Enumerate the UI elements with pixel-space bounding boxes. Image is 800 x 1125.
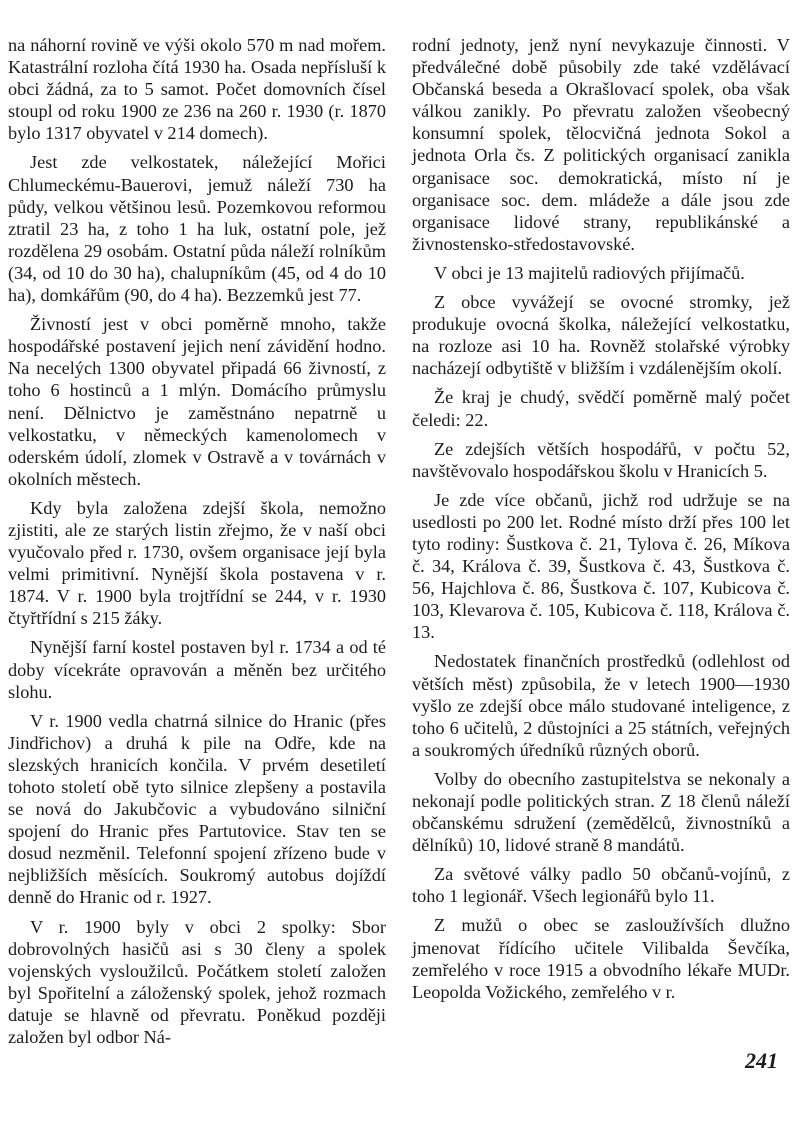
paragraph: Nynější farní kostel postaven byl r. 1734 a od té doby vícekráte opravován a měněn bez určitého slohu.: [8, 637, 386, 702]
paragraph: Za světové války padlo 50 občanů-vojínů, z toho 1 legionář. Všech legionářů bylo 11.: [412, 864, 790, 907]
right-column: [412, 34, 790, 1010]
paragraph: V obci je 13 majitelů radiových přijímačů.: [434, 262, 745, 283]
paragraph: Jest zde velkostatek, náležející Mořici Chlumeckému-Bauerovi, jemuž náleží 730 ha půdy, velkou většinou lesů. Pozemkovou reformou ztratil 23 ha, z toho 1 ha luk, ostatní pole, jež rozdělena 29 osobám. Ostatní půda náleží rolníkům (34, od 10 do 30 ha), chalupníkům (45, od 4 do 10 ha), domkářům (90, do 4 ha). Bezzemků jest 77.: [8, 152, 386, 306]
paragraph: Živností jest v obci poměrně mnoho, takže hospodářské postavení jejich není závidění hodno. Na necelých 1300 obyvatel připadá 66 živností, z toho 6 hostinců a 1 mlýn. Domácího průmyslu není. Dělnictvo je zaměstnáno nepatrně u velkostatku, v německých kamenolomech v oderském údolí, zlomek v Ostravě a v továrnách v okolních městech.: [8, 314, 386, 489]
paragraph: Nedostatek finančních prostředků (odlehlost od větších měst) způsobila, že v letech 1900—1930 vyšlo ze zdejší obce málo studované inteligence, z toho 6 učitelů, 2 důstojníci a 25 státních, veřejných a soukromých úředníků různých oborů.: [412, 651, 790, 760]
paragraph: Kdy byla založena zdejší škola, nemožno zjistiti, ale ze starých listin zřejmo, že v naší obci vyučovalo před r. 1730, ovšem organisace její byla velmi primitivní. Nynější škola postavena v r. 1874. V r. 1900 byla trojtřídní se 244, v r. 1930 čtyřtřídní s 215 žáky.: [8, 497, 386, 629]
paragraph: Je zde více občanů, jichž rod udržuje se na usedlosti po 200 let. Rodné místo drží přes 100 let tyto rodiny: Šustkova č. 21, Tylova č. 26, Míkova č. 34, Králova č. 39, Šustkova č. 43, Šustkova č. 56, Hajchlova č. 86, Šustkova č. 107, Kubicova č. 103, Klevarova č. 105, Kubicova č. 118, Králova č. 13.: [412, 489, 790, 643]
paragraph: Volby do obecního zastupitelstva se nekonaly a nekonají podle politických stran. Z 18 členů náleží občanskému sdružení (zemědělců, živnostníků a dělníků) 10, lidové straně 8 mandátů.: [412, 768, 790, 856]
page-number: 241: [745, 1048, 778, 1073]
paragraph: rodní jednoty, jenž nyní nevykazuje činnosti. V předválečné době působily zde také vzdělávací Občanská beseda a Okrašlovací spolek, oba však válkou zanikly. Po převratu založen všeobecný konsumní spolek, tělocvičná jednota Sokol a jednota Orla čs. Z politických organisací zanikla organisace soc. demokratická, místo ní je organisace soc. dem. mládeže a dále jsou zde organisace lidové strany, republikánské a živnostensko-středostavovské.: [412, 35, 790, 254]
paragraph: Že kraj je chudý, svědčí poměrně malý počet čeledi: 22.: [412, 387, 790, 430]
paragraph: V r. 1900 byly v obci 2 spolky: Sbor dobrovolných hasičů asi s 30 členy a spolek vojenských vysloužilců. Počátkem století založen byl Spořitelní a záloženský spolek, jehož rozmach datuje se hlavně od převratu. Poněkud později založen byl odbor Ná-: [8, 916, 386, 1048]
paragraph: Z obce vyvážejí se ovocné stromky, jež produkuje ovocná školka, náležející velkostatku, na rozloze asi 10 ha. Rovněž stolařské výrobky nacházejí odbytiště v bližším i vzdálenějším okolí.: [412, 292, 790, 379]
paragraph: Ze zdejších větších hospodářů, v počtu 52, navštěvovalo hospodářskou školu v Hranicích 5.: [412, 438, 790, 481]
paragraph: na náhorní rovině ve výši okolo 570 m nad mořem. Katastrální rozloha čítá 1930 ha. Osada nepřísluší k obci žádná, za to 5 samot. Počet domovních čísel stoupl od roku 1900 ze 236 na 260 r. 1930 (r. 1870 bylo 1317 obyvatel v 214 domech).: [8, 35, 386, 144]
paragraph: Z mužů o obec se zasloužívších dlužno jmenovat řídícího učitele Vilibalda Ševčíka, zemřelého v roce 1915 a obvodního lékaře MUDr. Leopolda Vožického, zemřelého v r.: [412, 915, 790, 1002]
paragraph: V r. 1900 vedla chatrná silnice do Hranic (přes Jindřichov) a druhá k pile na Odře, kde na slezských hranicích končila. V prvém desetiletí tohoto století obě tyto silnice zlepšeny a postavila se nová do Jakubčovic a vybudováno silniční spojení do Hranic přes Partutovice. Stav ten se dosud nezměnil. Telefonní spojení zřízeno bude v nejbližších měsících. Soukromý autobus dojíždí denně do Hranic od r. 1927.: [8, 710, 386, 908]
left-column: [8, 34, 386, 1055]
